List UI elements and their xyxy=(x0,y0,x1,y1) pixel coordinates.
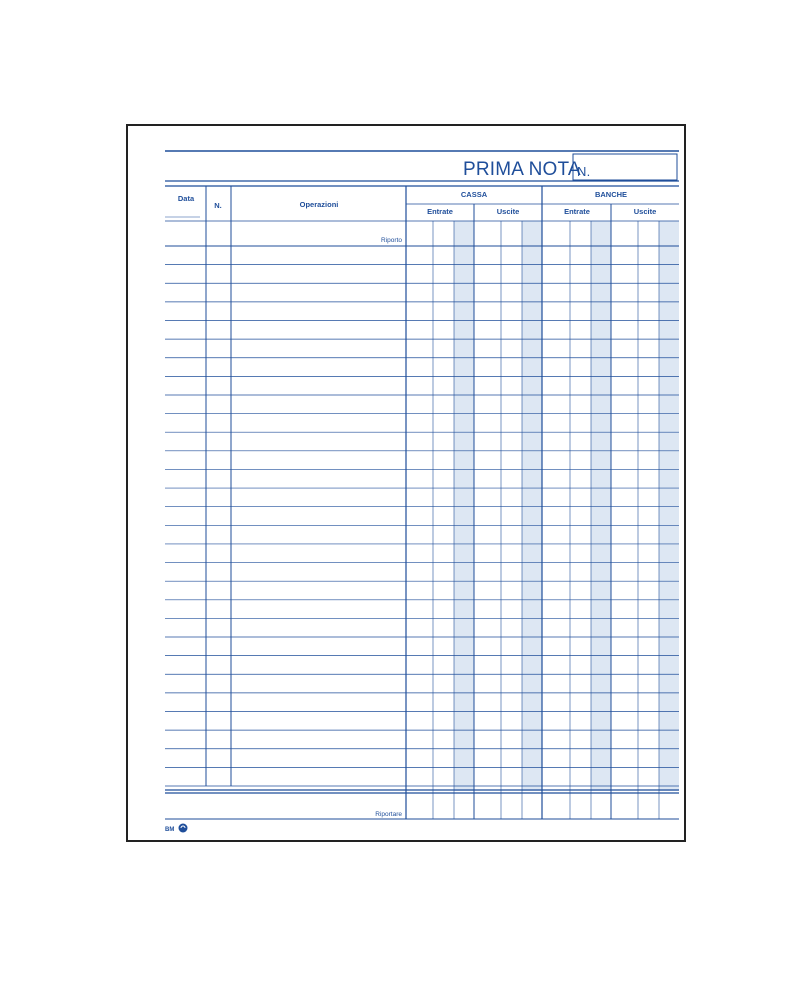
shade-banche-uscite xyxy=(659,221,679,791)
col-bank-income: Entrate xyxy=(564,207,590,216)
col-operations: Operazioni xyxy=(299,200,339,209)
col-cash: CASSA xyxy=(460,190,488,199)
logo-text: BM xyxy=(165,827,175,833)
col-bank-expenses: Uscite xyxy=(633,207,657,216)
form-title: PRIMA NOTA xyxy=(463,159,581,180)
col-cash-income: Entrate xyxy=(427,207,453,216)
col-cash-expenses: Uscite xyxy=(496,207,520,216)
shade-banche-entrate xyxy=(591,221,611,791)
col-number: N. xyxy=(214,201,222,210)
shade-cassa-uscite xyxy=(522,221,542,791)
col-banks: BANCHE xyxy=(594,190,628,199)
form-grid xyxy=(128,126,684,840)
carry-in-label: Riporto xyxy=(381,237,402,244)
bm-logo-icon xyxy=(165,824,188,834)
shade-cassa-entrate xyxy=(454,221,474,791)
header-rules xyxy=(165,151,679,186)
number-label: N. xyxy=(577,164,591,179)
carry-out-label: Riportare xyxy=(375,811,402,818)
col-date: Data xyxy=(177,194,195,203)
prima-nota-form-sheet xyxy=(126,124,686,842)
shaded-columns xyxy=(454,221,679,791)
